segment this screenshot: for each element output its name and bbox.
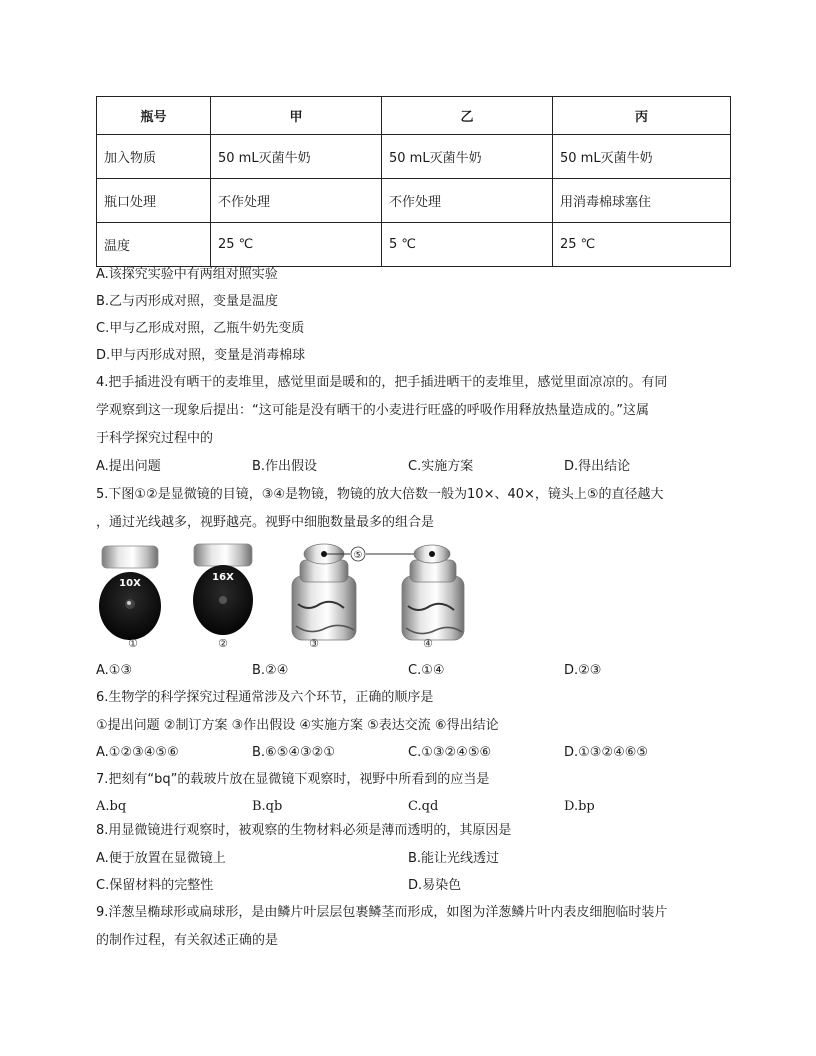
table-cell: 50 mL灭菌牛奶: [211, 135, 382, 179]
q5-option-b: B.②④: [252, 663, 289, 678]
table-cell: 加入物质: [97, 135, 211, 179]
q5-stem-line: ，通过光线越多，视野越亮。视野中细胞数量最多的组合是: [96, 515, 435, 530]
table-cell: 不作处理: [211, 179, 382, 223]
callout-label: ⑤: [353, 550, 363, 561]
table-cell: 25 ℃: [553, 223, 731, 267]
objective-lens-4-image: [402, 545, 464, 640]
table-row: [97, 179, 731, 223]
figure-caption-1: ①: [128, 637, 138, 650]
q4-stem-line: 学观察到这一现象后提出：“这可能是没有晒干的小麦进行旺盛的呼吸作用释放热量造成的。”这属: [96, 403, 649, 418]
q7-option-d: D.bp: [564, 799, 595, 814]
q8-stem: 8.用显微镜进行观察时，被观察的生物材料必须是薄而透明的，其原因是: [96, 823, 512, 838]
q5-stem-line: 5.下图①②是显微镜的目镜，③④是物镜，物镜的放大倍数一般为10×、40×，镜头上⑤的直径越大: [96, 487, 664, 502]
eyepiece-16x-label: 16X: [212, 572, 234, 583]
eyepiece-10x-image: [99, 546, 161, 640]
q7-option-c: C.qd: [408, 799, 439, 814]
q7-stem: 7.把刻有“bq”的载玻片放在显微镜下观察时，视野中所看到的应当是: [96, 772, 490, 787]
q9-stem-line: 9.洋葱呈椭球形或扁球形，是由鳞片叶层层包裹鳞茎而形成，如图为洋葱鳞片叶内表皮细胞临时装片: [96, 905, 668, 920]
q4-option-d: D.得出结论: [564, 459, 631, 474]
q7-option-b: B.qb: [252, 799, 283, 814]
table-cell: 用消毒棉球塞住: [553, 179, 731, 223]
q5-option-d: D.②③: [564, 663, 602, 678]
q4-stem-line: 4.把手插进没有晒干的麦堆里，感觉里面是暖和的，把手插进晒干的麦堆里，感觉里面凉凉的。有同: [96, 375, 668, 390]
table-cell: 5 ℃: [382, 223, 553, 267]
q3-option-a: A.该探究实验中有两组对照实验: [96, 267, 278, 282]
q8-option-d: D.易染色: [408, 878, 462, 893]
eyepiece-16x-image: [193, 544, 253, 635]
table-cell: 温度: [97, 223, 211, 267]
table-header-cell: 丙: [553, 97, 731, 135]
q6-option-a: A.①②③④⑤⑥: [96, 745, 179, 760]
q6-option-b: B.⑥⑤④③②①: [252, 745, 335, 760]
q8-option-c: C.保留材料的完整性: [96, 878, 214, 893]
microscope-lens-figure: [96, 540, 466, 658]
q4-stem-line: 于科学探究过程中的: [96, 431, 214, 446]
experiment-table: [96, 96, 731, 267]
q8-option-b: B.能让光线透过: [408, 851, 500, 866]
q6-option-d: D.①③②④⑥⑤: [564, 745, 649, 760]
table-cell: 25 ℃: [211, 223, 382, 267]
table-header-cell: 乙: [382, 97, 553, 135]
table-header-cell: 瓶号: [97, 97, 211, 135]
figure-caption-3: ③: [309, 637, 319, 650]
q5-option-c: C.①④: [408, 663, 445, 678]
q6-stem: 6.生物学的科学探究过程通常涉及六个环节，正确的顺序是: [96, 690, 434, 705]
q3-option-c: C.甲与乙形成对照，乙瓶牛奶先变质: [96, 321, 305, 336]
q5-option-a: A.①③: [96, 663, 133, 678]
q7-option-a: A.bq: [96, 799, 127, 814]
table-header-row: [97, 97, 731, 135]
table-cell: 50 mL灭菌牛奶: [553, 135, 731, 179]
figure-caption-2: ②: [218, 637, 228, 650]
q4-option-c: C.实施方案: [408, 459, 474, 474]
table-row: [97, 135, 731, 179]
objective-lens-3-image: [292, 544, 356, 640]
table-header-cell: 甲: [211, 97, 382, 135]
table-cell: 50 mL灭菌牛奶: [382, 135, 553, 179]
q8-option-a: A.便于放置在显微镜上: [96, 851, 226, 866]
table-cell: 不作处理: [382, 179, 553, 223]
q6-option-c: C.①③②④⑤⑥: [408, 745, 492, 760]
q9-stem-line: 的制作过程，有关叙述正确的是: [96, 933, 279, 948]
q3-option-d: D.甲与丙形成对照，变量是消毒棉球: [96, 348, 306, 363]
table-row: [97, 223, 731, 267]
q4-option-b: B.作出假设: [252, 459, 318, 474]
eyepiece-10x-label: 10X: [119, 578, 141, 589]
q4-option-a: A.提出问题: [96, 459, 161, 474]
q3-option-b: B.乙与丙形成对照，变量是温度: [96, 294, 279, 309]
q6-steps: ①提出问题 ②制订方案 ③作出假设 ④实施方案 ⑤表达交流 ⑥得出结论: [96, 718, 499, 733]
figure-caption-4: ④: [423, 637, 433, 650]
table-cell: 瓶口处理: [97, 179, 211, 223]
